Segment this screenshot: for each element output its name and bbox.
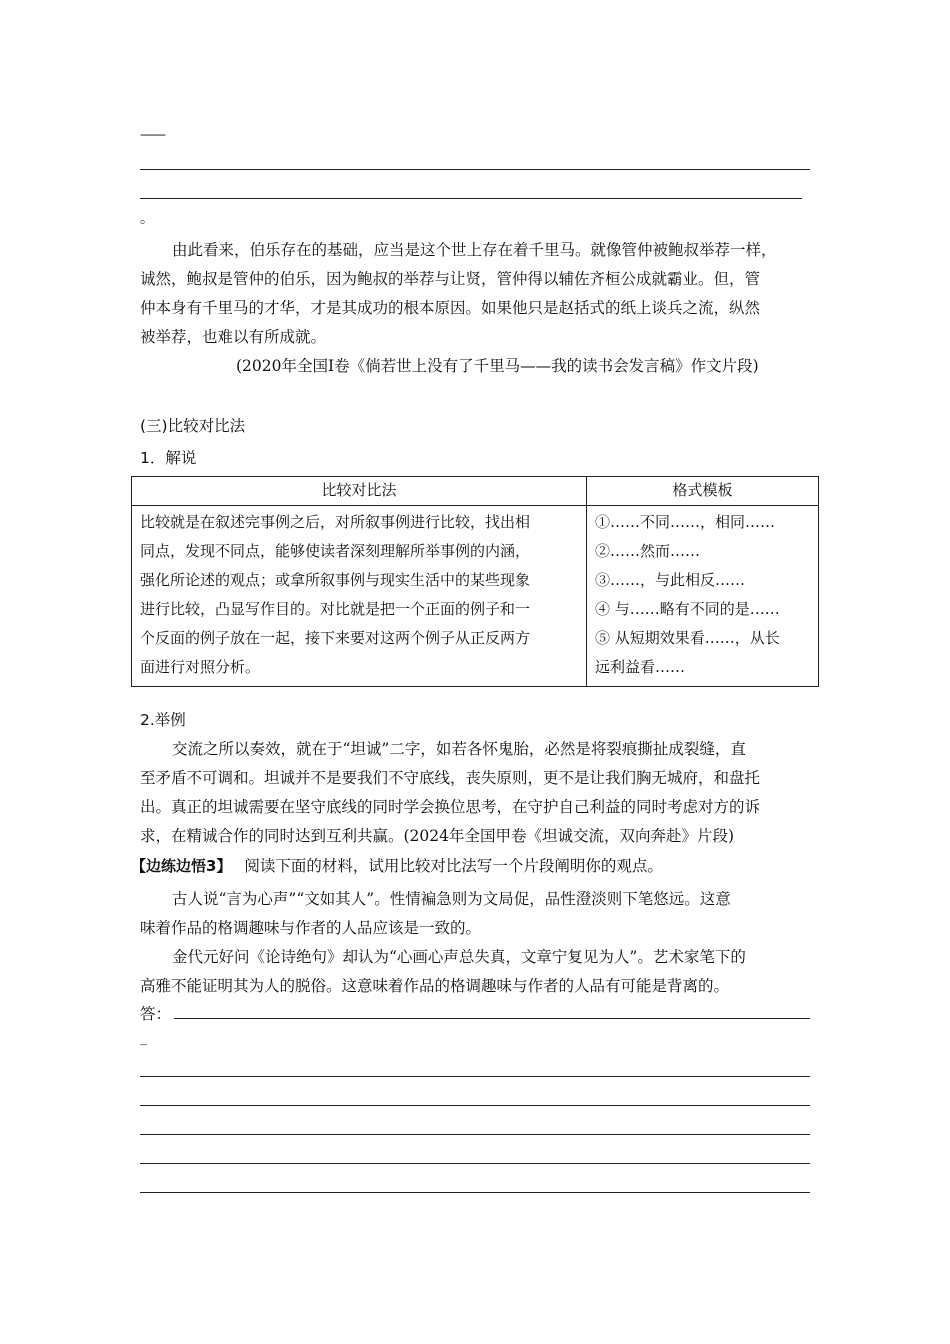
- answer-label: 答：: [140, 1005, 172, 1023]
- cell-line: 面进行对照分析。: [140, 658, 261, 676]
- method-table: [131, 476, 819, 687]
- cell-line: ①……不同……，相同……: [595, 513, 776, 531]
- answer-line: [140, 198, 802, 199]
- lead-dash: ——: [140, 127, 164, 143]
- paragraph-line: 仲本身有千里马的才华，才是其成功的根本原因。如果他只是赵括式的纸上谈兵之流，纵然: [140, 299, 761, 317]
- answer-input-line[interactable]: [174, 1018, 810, 1019]
- cell-line: 远利益看……: [595, 658, 686, 676]
- material-paragraph: [140, 885, 820, 1001]
- cell-line: ④ 与……略有不同的是……: [595, 600, 780, 618]
- exercise-prompt: [131, 852, 821, 881]
- answer-input-line[interactable]: [140, 1076, 810, 1077]
- table-header-template: 格式模板: [587, 477, 819, 506]
- cell-line: 进行比较，凸显写作目的。对比就是把一个正面的例子和一: [140, 600, 531, 618]
- subsection-title: 1．解说: [140, 449, 197, 467]
- answer-input-line[interactable]: [140, 1105, 810, 1106]
- answer-line: [140, 169, 810, 170]
- paragraph-line: 古人说“言为心声”“文如其人”。性情褊急则为文局促，品性澄淡则下笔悠远。这意: [172, 890, 731, 908]
- answer-tail-mark: _: [140, 1030, 147, 1046]
- period-mark: 。: [140, 211, 154, 227]
- source-citation: (2020年全国Ⅰ卷《倘若世上没有了千里马——我的读书会发言稿》作文片段): [236, 357, 759, 375]
- cell-line: ⑤ 从短期效果看……，从长: [595, 629, 780, 647]
- paragraph-line: 出。真正的坦诚需要在坚守底线的同时学会换位思考，在守护自己利益的同时考虑对方的诉: [140, 798, 761, 816]
- cell-line: 比较就是在叙述完事例之后，对所叙事例进行比较，找出相: [140, 513, 531, 531]
- subsection-title: 2.举例: [140, 711, 186, 729]
- paragraph-line: 诚然，鲍叔是管仲的伯乐，因为鲍叔的举荐与让贤，管仲得以辅佐齐桓公成就霸业。但，管: [140, 270, 761, 288]
- paragraph-line: 味着作品的格调趣味与作者的人品应该是一致的。: [140, 919, 482, 937]
- cell-line: ③……，与此相反……: [595, 571, 746, 589]
- exercise-label: 【边练边悟3】: [131, 857, 232, 875]
- answer-input-line[interactable]: [140, 1134, 810, 1135]
- paragraph-line: 被举荐，也难以有所成就。: [140, 328, 327, 346]
- table-header-method: 比较对比法: [132, 477, 587, 506]
- paragraph-line: 至矛盾不可调和。坦诚并不是要我们不守底线，丧失原则，更不是让我们胸无城府，和盘托: [140, 769, 761, 787]
- exercise-instruction: 阅读下面的材料，试用比较对比法写一个片段阐明你的观点。: [244, 857, 663, 875]
- cell-line: 强化所论述的观点；或拿所叙事例与现实生活中的某些现象: [140, 571, 531, 589]
- section-title: (三)比较对比法: [140, 417, 246, 435]
- essay-paragraph: [140, 236, 820, 352]
- paragraph-line: 高雅不能证明其为人的脱俗。这意味着作品的格调趣味与作者的人品有可能是背离的。: [140, 977, 730, 995]
- table-cell-templates: [587, 506, 819, 687]
- paragraph-line: 交流之所以奏效，就在于“坦诚”二字，如若各怀鬼胎，必然是将裂痕撕扯成裂缝，直: [172, 740, 746, 758]
- cell-line: 个反面的例子放在一起，接下来要对这两个例子从正反两方: [140, 629, 531, 647]
- answer-input-line[interactable]: [140, 1192, 810, 1193]
- cell-line: 同点，发现不同点，能够使读者深刻理解所举事例的内涵，: [140, 542, 531, 560]
- example-paragraph: [140, 735, 820, 851]
- cell-line: ②……然而……: [595, 542, 701, 560]
- paragraph-line: 金代元好问《论诗绝句》却认为“心画心声总失真，文章宁复见为人”。艺术家笔下的: [172, 948, 746, 966]
- answer-input-line[interactable]: [140, 1163, 810, 1164]
- table-cell-explanation: [132, 506, 587, 687]
- paragraph-line: 由此看来，伯乐存在的基础，应当是这个世上存在着千里马。就像管仲被鲍叔举荐一样，: [172, 241, 777, 259]
- paragraph-line: 求，在精诚合作的同时达到互利共赢。(2024年全国甲卷《坦诚交流，双向奔赴》片段): [140, 827, 735, 845]
